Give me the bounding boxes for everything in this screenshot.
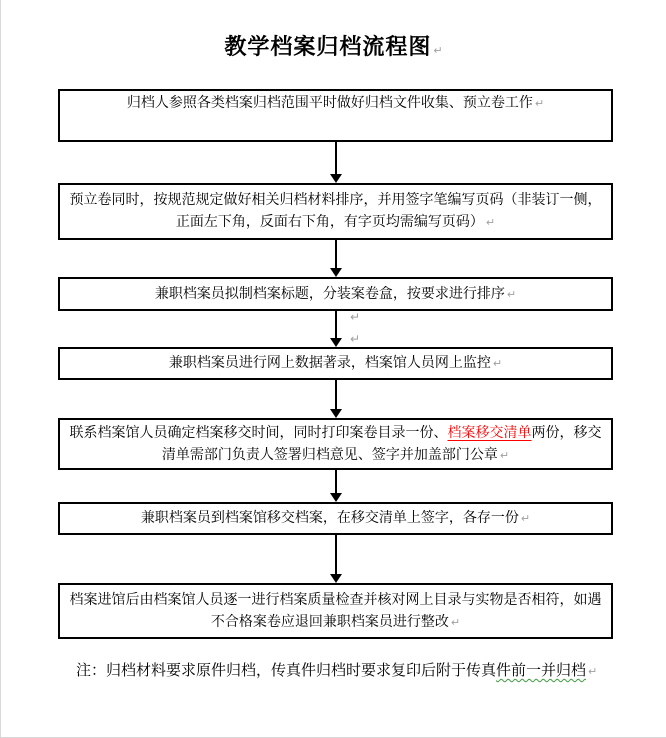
flow-step-3-text: 兼职档案员拟制档案标题，分装案卷盒，按要求进行排序 xyxy=(154,285,505,302)
flow-step-2 xyxy=(58,183,613,240)
arrow-head-icon xyxy=(330,174,342,183)
flow-step-5-text-after: 两份，移交清单需部门负责人签署归档意见、签字并加盖部门公章 xyxy=(161,424,602,463)
return-mark-icon: ↵ xyxy=(492,357,503,370)
flow-arrow-down xyxy=(330,310,342,347)
flow-arrow-down xyxy=(330,469,342,502)
arrow-head-icon xyxy=(330,493,342,502)
return-mark-icon: ↵ xyxy=(485,216,496,229)
flow-step-3 xyxy=(58,277,613,311)
flow-step-6 xyxy=(58,502,613,535)
flow-step-5 xyxy=(58,418,613,470)
flow-step-6-text: 兼职档案员到档案馆移交档案，在移交清单上签字，各存一份 xyxy=(140,510,519,526)
return-mark-icon: ↵ xyxy=(499,448,510,462)
return-mark-icon: ↵ xyxy=(534,97,545,110)
arrow-head-icon xyxy=(330,409,342,418)
arrow-head-icon xyxy=(330,268,342,277)
return-mark-icon: ↵ xyxy=(520,512,531,525)
flow-step-1 xyxy=(58,89,613,142)
flow-step-2-text: 预立卷同时，按规范规定做好相关归档材料排序，并用签字笔编写页码（非装订一侧，正面左下角，反面右下角，有字页均需编写页码） xyxy=(69,192,602,230)
flow-step-5-highlighted-text: 档案移交清单 xyxy=(447,424,532,441)
flow-arrow-down xyxy=(330,141,342,183)
arrow-line xyxy=(335,469,337,494)
flow-arrow-down xyxy=(330,534,342,583)
page-title-text: 教学档案归档流程图 xyxy=(224,35,432,60)
arrow-line xyxy=(335,379,337,410)
flow-arrow-down xyxy=(330,239,342,277)
return-mark-icon: ↵ xyxy=(350,310,361,324)
arrow-head-icon xyxy=(330,574,342,583)
flow-step-7-text: 档案进馆后由档案馆人员逐一进行档案质量检查并核对网上目录与实物是否相符，如遇不合格案卷应退回兼职档案员进行整改 xyxy=(69,591,602,630)
flow-step-4 xyxy=(58,347,613,380)
return-mark-icon: ↵ xyxy=(433,44,444,57)
footer-note-spellcheck-text: 件前一并归档 xyxy=(496,661,587,679)
arrow-head-icon xyxy=(330,338,342,347)
arrow-line xyxy=(335,310,337,339)
return-mark-icon: ↵ xyxy=(450,615,461,629)
footer-note-text: 注：归档材料要求原件归档，传真件归档时要求复印后附于传真 xyxy=(76,661,497,679)
flow-step-4-text: 兼职档案员进行网上数据著录，档案馆人员网上监控 xyxy=(168,355,491,371)
flow-arrow-down xyxy=(330,379,342,418)
return-mark-icon: ↵ xyxy=(506,287,517,301)
arrow-line xyxy=(335,534,337,575)
arrow-line xyxy=(335,141,337,175)
return-mark-icon: ↵ xyxy=(588,665,598,678)
flow-step-7 xyxy=(58,583,613,639)
page-title xyxy=(1,30,666,61)
footer-note xyxy=(76,658,636,684)
flow-step-1-text: 归档人参照各类档案归档范围平时做好归档文件收集、预立卷工作 xyxy=(126,95,533,111)
return-mark-icon: ↵ xyxy=(350,332,361,346)
arrow-line xyxy=(335,239,337,269)
flow-step-5-text-before: 联系档案馆人员确定档案移交时间，同时打印案卷目录一份、 xyxy=(69,424,448,441)
